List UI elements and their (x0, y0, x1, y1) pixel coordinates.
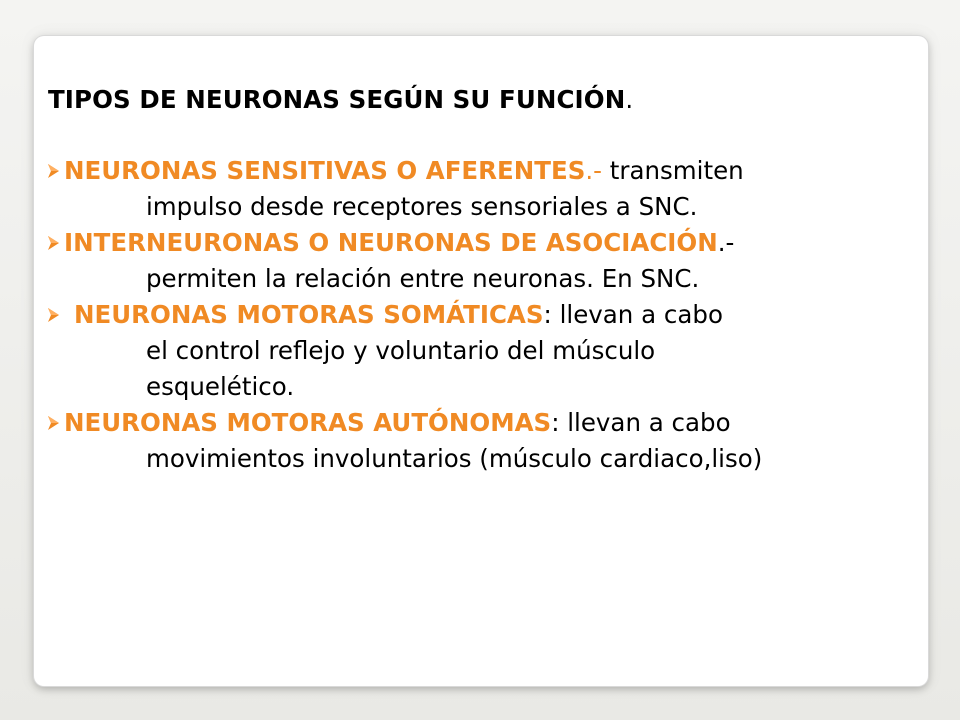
list-item-heading: NEURONAS MOTORAS AUTÓNOMAS (64, 408, 552, 437)
list-item-continuation: movimientos involuntarios (músculo cardiaco,liso) (146, 444, 763, 473)
arrow-bullet-icon (48, 416, 59, 430)
list-item-heading: INTERNEURONAS O NEURONAS DE ASOCIACIÓN (64, 228, 718, 257)
list-item-heading: NEURONAS SENSITIVAS O AFERENTES (64, 156, 586, 185)
list-item-first-line (64, 300, 723, 329)
list-item-continuation: permiten la relación entre neuronas. En SNC. (146, 264, 700, 293)
list-item-separator: .- (717, 228, 735, 257)
list-item-interneuronas (48, 225, 908, 297)
list-item-sensitivas (48, 153, 908, 225)
list-item-description: llevan a cabo (559, 408, 731, 437)
list-item-first-line (64, 228, 734, 257)
list-item-first-line (64, 408, 731, 437)
list-item-separator: .- (585, 156, 603, 185)
slide-card (34, 36, 928, 686)
slide-title-text: TIPOS DE NEURONAS SEGÚN SU FUNCIÓN (48, 85, 626, 114)
slide-title (48, 82, 908, 118)
arrow-bullet-icon (48, 236, 59, 250)
slide-title-suffix: . (625, 85, 634, 114)
list-item-separator: : (543, 300, 552, 329)
arrow-bullet-icon (48, 308, 59, 322)
list-item-heading: NEURONAS MOTORAS SOMÁTICAS (74, 300, 544, 329)
list-item-description: llevan a cabo (551, 300, 723, 329)
slide-content (48, 82, 908, 477)
list-item-continuation: esquelético. (146, 372, 295, 401)
list-item-motoras-somaticas (48, 297, 908, 405)
list-item-motoras-autonomas (48, 405, 908, 477)
list-item-separator: : (551, 408, 560, 437)
list-item-description: transmiten (602, 156, 744, 185)
list-item-continuation: el control reflejo y voluntario del músculo (146, 336, 656, 365)
list-item-first-line (64, 156, 744, 185)
list-item-continuation: impulso desde receptores sensoriales a SNC. (146, 192, 698, 221)
arrow-bullet-icon (48, 164, 59, 178)
